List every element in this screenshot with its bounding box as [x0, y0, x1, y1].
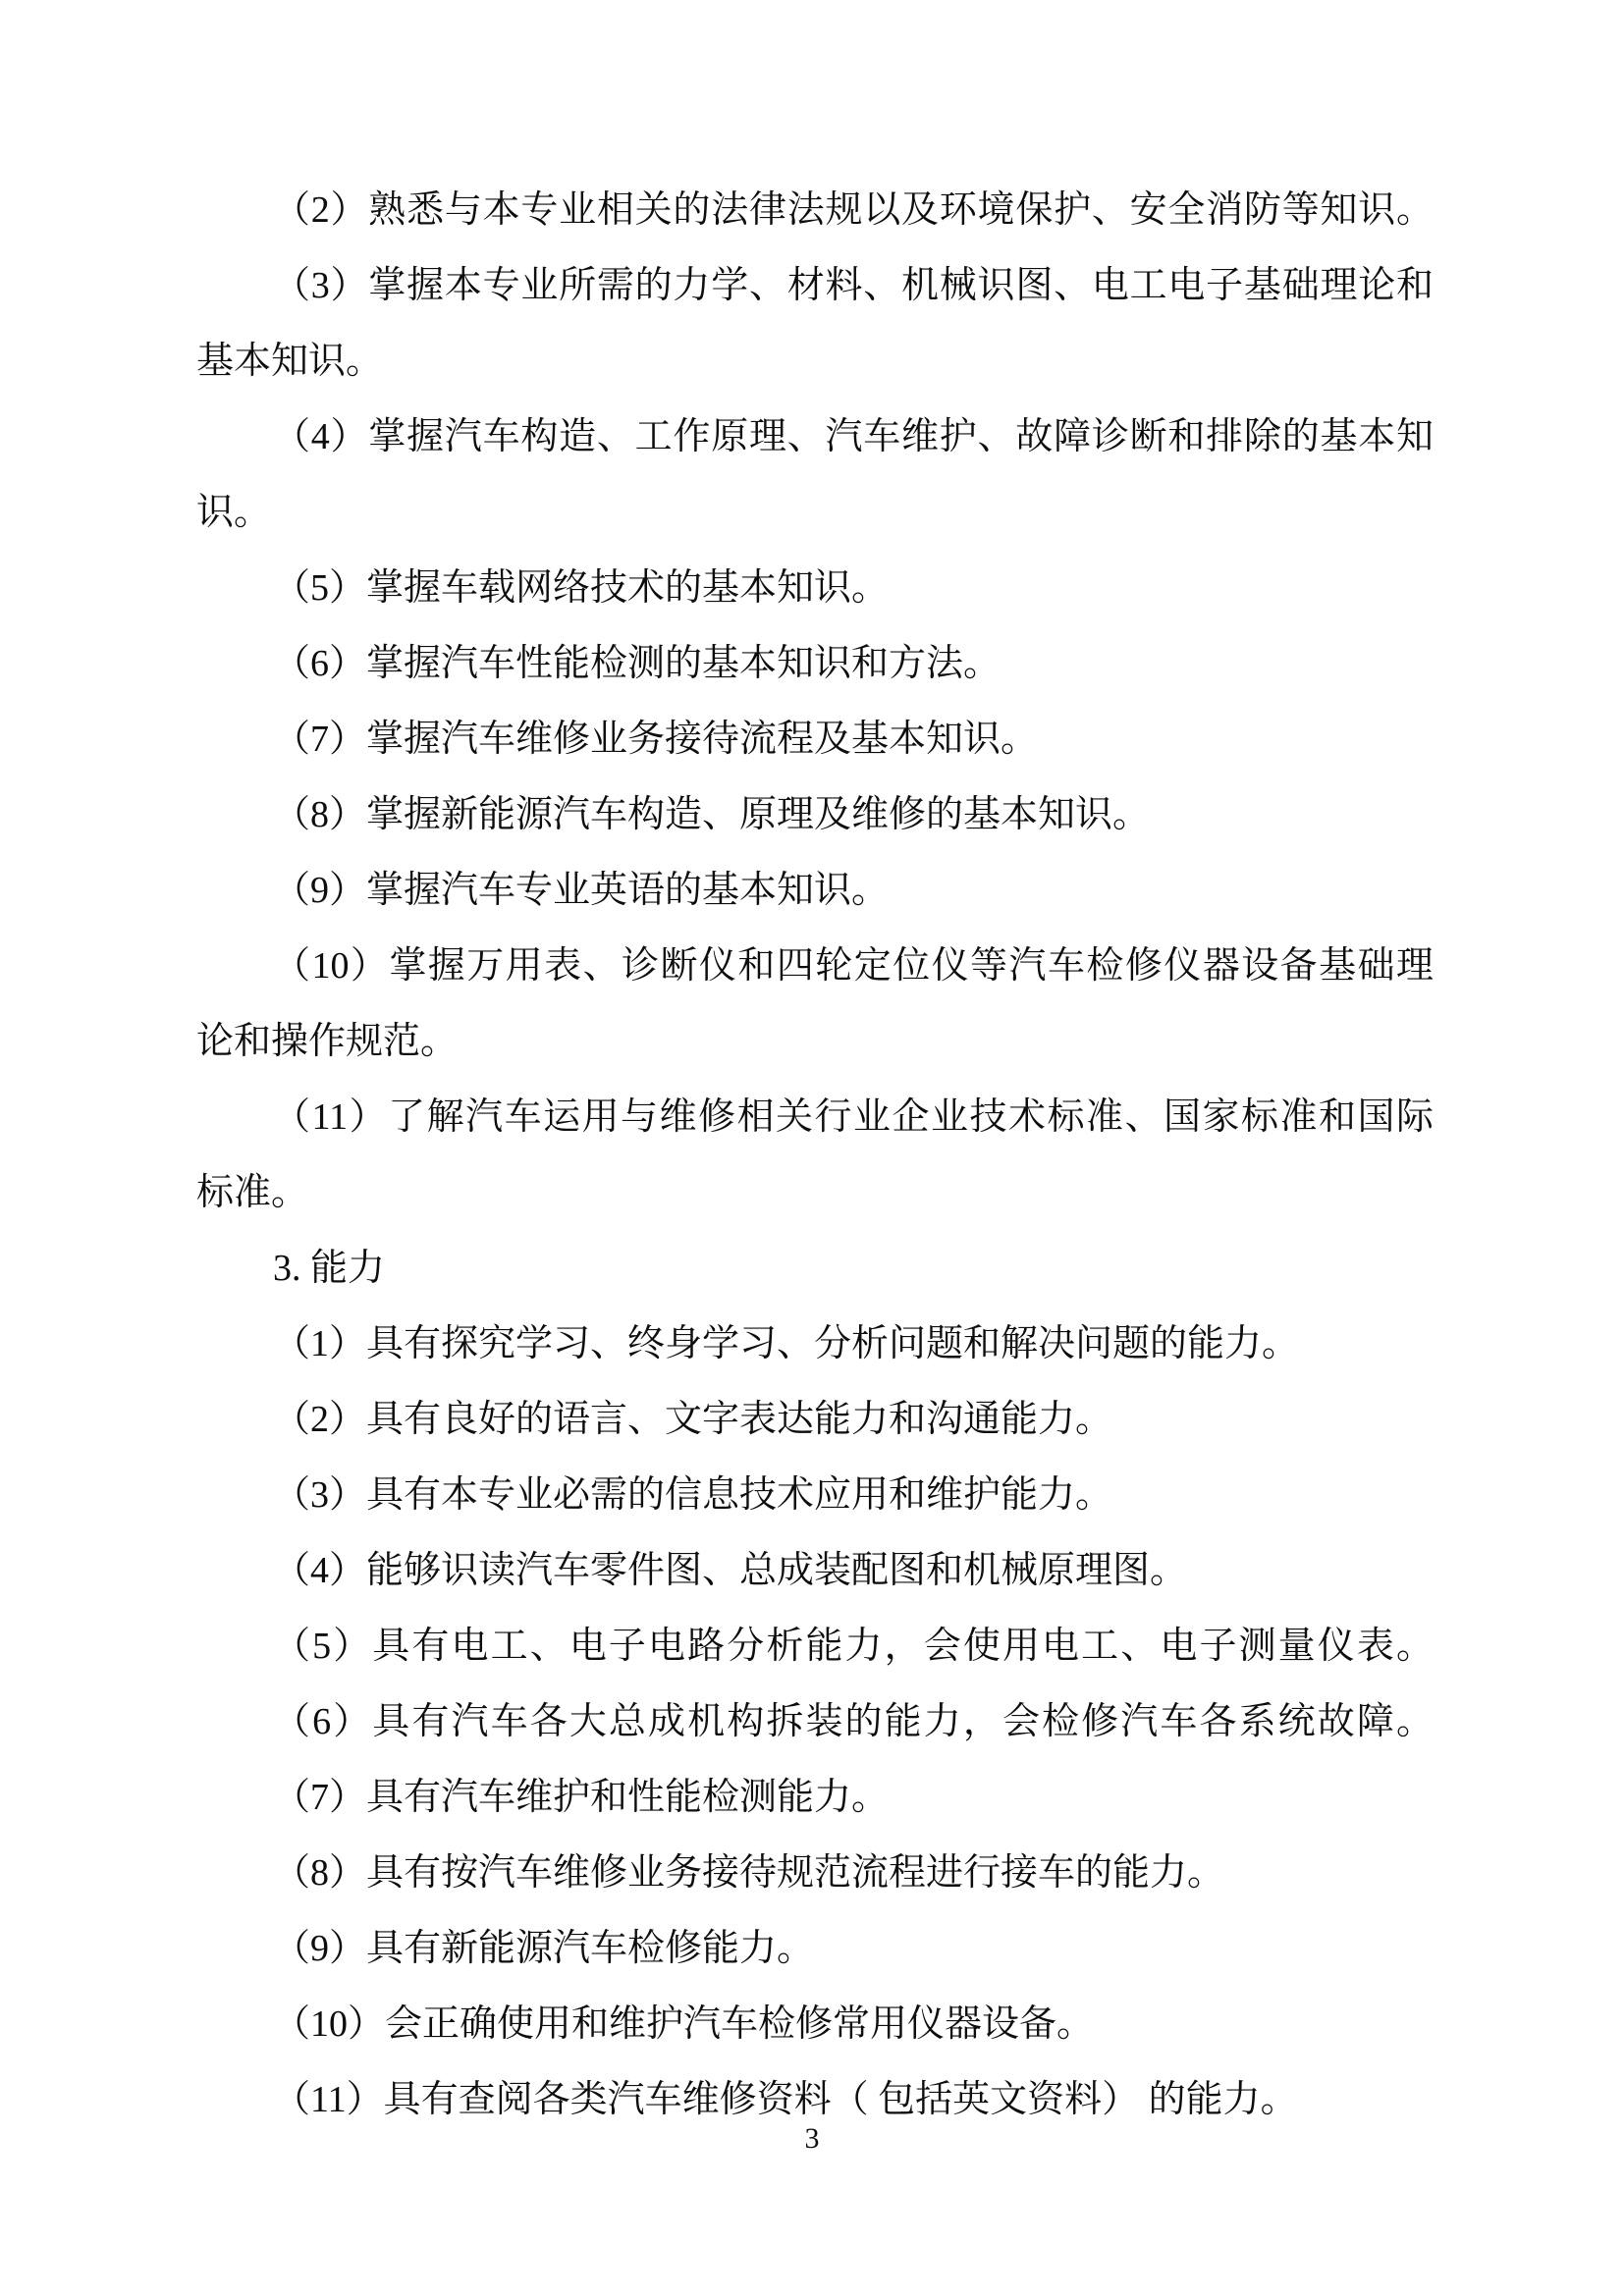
text-line: （11）具有查阅各类汽车维修资料（ 包括英文资料） 的能力。: [273, 2079, 1298, 2120]
text-line: （7）具有汽车维护和性能检测能力。: [273, 1777, 890, 1818]
text-line: （11）了解汽车运用与维修相关行业企业技术标准、国家标准和国际: [273, 1096, 1434, 1138]
text-line: 标准。: [196, 1172, 309, 1213]
text-line: （9）具有新能源汽车检修能力。: [273, 1928, 815, 1969]
text-line: （2）熟悉与本专业相关的法律法规以及环境保护、安全消防等知识。: [273, 189, 1434, 231]
text-line: （3）掌握本专业所需的力学、材料、机械识图、电工电子基础理论和: [273, 265, 1434, 306]
page-number: 3: [804, 2122, 820, 2155]
document-body: [196, 173, 1434, 2138]
text-line: （7）掌握汽车维修业务接待流程及基本知识。: [273, 719, 1039, 760]
text-line: （10）掌握万用表、诊断仪和四轮定位仪等汽车检修仪器设备基础理: [273, 945, 1434, 987]
text-line: （8）掌握新能源汽车构造、原理及维修的基本知识。: [273, 794, 1151, 835]
text-line: （1）具有探究学习、终身学习、分析问题和解决问题的能力。: [273, 1323, 1300, 1364]
text-line: 论和操作规范。: [196, 1021, 459, 1062]
text-line: （2）具有良好的语言、文字表达能力和沟通能力。: [273, 1399, 1113, 1440]
text-line: （4）能够识读汽车零件图、总成装配图和机械原理图。: [273, 1550, 1188, 1591]
text-line: （5）掌握车载网络技术的基本知识。: [273, 567, 890, 609]
text-line: 基本知识。: [196, 341, 384, 382]
text-line: （9）掌握汽车专业英语的基本知识。: [273, 870, 890, 911]
text-line: 3. 能力: [273, 1248, 386, 1289]
page-footer: [0, 2122, 1624, 2156]
text-line: （3）具有本专业必需的信息技术应用和维护能力。: [273, 1474, 1113, 1516]
text-line: （6）掌握汽车性能检测的基本知识和方法。: [273, 643, 1001, 684]
text-line: （6）具有汽车各大总成机构拆装的能力，会检修汽车各系统故障。: [273, 1701, 1434, 1742]
text-line: （5）具有电工、电子电路分析能力，会使用电工、电子测量仪表。: [273, 1626, 1434, 1667]
text-line: （4）掌握汽车构造、工作原理、汽车维护、故障诊断和排除的基本知: [273, 416, 1434, 457]
text-line: 识。: [196, 492, 272, 533]
text-line: （8）具有按汽车维修业务接待规范流程进行接车的能力。: [273, 1852, 1225, 1894]
text-line: （10）会正确使用和维护汽车检修常用仪器设备。: [273, 2003, 1095, 2045]
